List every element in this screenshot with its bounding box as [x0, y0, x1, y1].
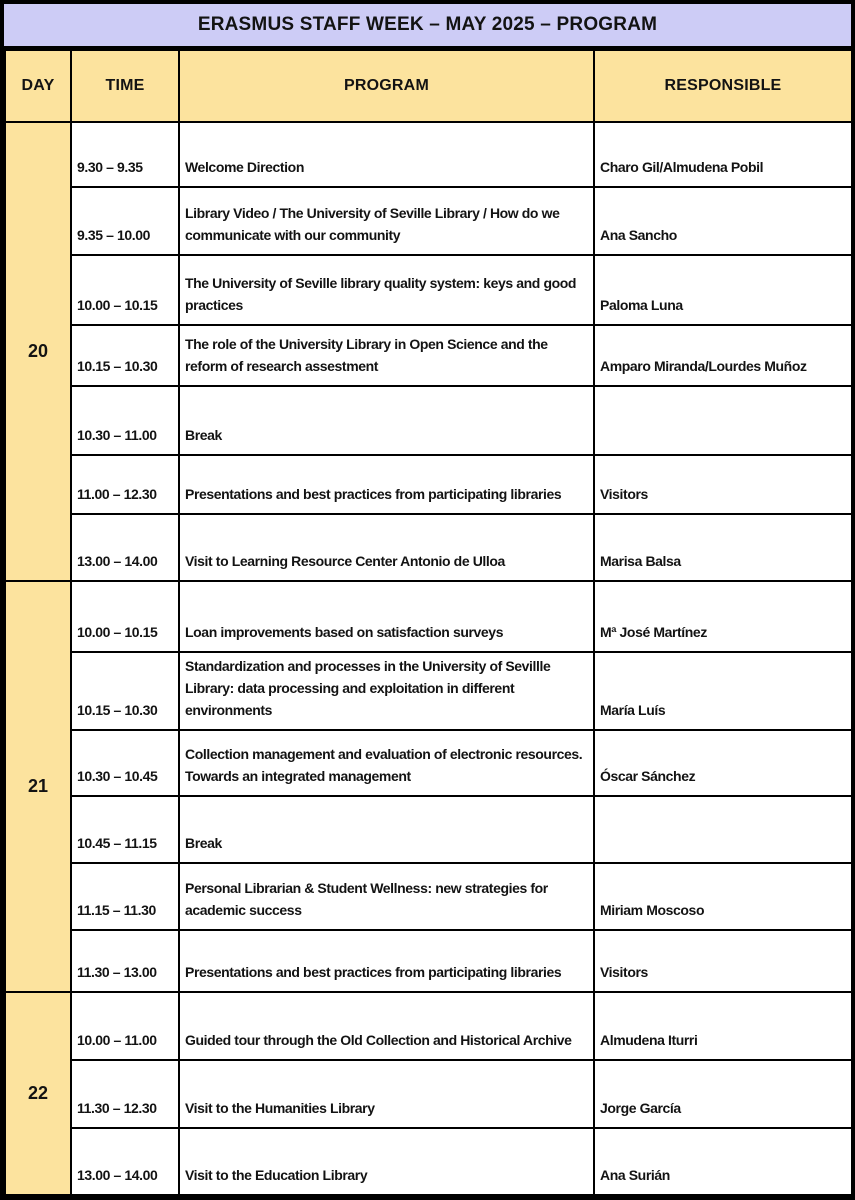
program-cell: Welcome Direction — [179, 122, 594, 187]
responsible-cell: Charo Gil/Almudena Pobil — [594, 122, 852, 187]
responsible-cell: Almudena Iturri — [594, 992, 852, 1060]
table-row — [5, 992, 852, 1060]
responsible-cell: Paloma Luna — [594, 255, 852, 325]
day-cell: 21 — [5, 581, 71, 992]
program-cell: The role of the University Library in Open Science and the reform of research assestment — [179, 325, 594, 386]
table-row — [5, 930, 852, 992]
table-row — [5, 796, 852, 863]
column-header-day: DAY — [5, 50, 71, 122]
column-header-time: TIME — [71, 50, 179, 122]
program-cell: Break — [179, 796, 594, 863]
responsible-cell — [594, 386, 852, 455]
time-cell: 10.30 – 10.45 — [71, 730, 179, 796]
time-cell: 11.00 – 12.30 — [71, 455, 179, 514]
program-cell: Standardization and processes in the University of Sevillle Library: data processing and exploitation in different environments — [179, 652, 594, 730]
time-cell: 11.15 – 11.30 — [71, 863, 179, 930]
table-row — [5, 863, 852, 930]
table-row — [5, 730, 852, 796]
table-row — [5, 386, 852, 455]
time-cell: 10.30 – 11.00 — [71, 386, 179, 455]
program-cell: Guided tour through the Old Collection and Historical Archive — [179, 992, 594, 1060]
time-cell: 11.30 – 13.00 — [71, 930, 179, 992]
table-row — [5, 514, 852, 581]
responsible-cell: Óscar Sánchez — [594, 730, 852, 796]
time-cell: 10.00 – 10.15 — [71, 255, 179, 325]
responsible-cell: Jorge García — [594, 1060, 852, 1128]
column-header-responsible: RESPONSIBLE — [594, 50, 852, 122]
program-cell: Visit to Learning Resource Center Antonio de Ulloa — [179, 514, 594, 581]
table-row — [5, 1128, 852, 1195]
table-row — [5, 122, 852, 187]
table-row — [5, 187, 852, 255]
responsible-cell: Ana Surián — [594, 1128, 852, 1195]
program-table — [4, 49, 853, 1196]
time-cell: 10.45 – 11.15 — [71, 796, 179, 863]
table-row — [5, 455, 852, 514]
program-cell: Visit to the Education Library — [179, 1128, 594, 1195]
responsible-cell: Visitors — [594, 930, 852, 992]
table-row — [5, 652, 852, 730]
responsible-cell — [594, 796, 852, 863]
responsible-cell: Miriam Moscoso — [594, 863, 852, 930]
program-cell: Library Video / The University of Seville Library / How do we communicate with our community — [179, 187, 594, 255]
time-cell: 13.00 – 14.00 — [71, 514, 179, 581]
responsible-cell: Mª José Martínez — [594, 581, 852, 652]
responsible-cell: Visitors — [594, 455, 852, 514]
program-cell: Loan improvements based on satisfaction surveys — [179, 581, 594, 652]
header-row — [5, 50, 852, 122]
program-cell: Presentations and best practices from participating libraries — [179, 930, 594, 992]
table-row — [5, 581, 852, 652]
table-row — [5, 325, 852, 386]
time-cell: 10.00 – 10.15 — [71, 581, 179, 652]
time-cell: 10.15 – 10.30 — [71, 652, 179, 730]
responsible-cell: Amparo Miranda/Lourdes Muñoz — [594, 325, 852, 386]
table-row — [5, 1060, 852, 1128]
program-cell: Personal Librarian & Student Wellness: new strategies for academic success — [179, 863, 594, 930]
time-cell: 10.15 – 10.30 — [71, 325, 179, 386]
title-bar — [4, 4, 851, 49]
program-cell: The University of Seville library quality system: keys and good practices — [179, 255, 594, 325]
day-cell: 22 — [5, 992, 71, 1195]
time-cell: 11.30 – 12.30 — [71, 1060, 179, 1128]
program-cell: Visit to the Humanities Library — [179, 1060, 594, 1128]
page-title: ERASMUS STAFF WEEK – MAY 2025 – PROGRAM — [197, 14, 658, 35]
program-cell: Break — [179, 386, 594, 455]
day-cell: 20 — [5, 122, 71, 581]
responsible-cell: María Luís — [594, 652, 852, 730]
table-row — [5, 255, 852, 325]
time-cell: 13.00 – 14.00 — [71, 1128, 179, 1195]
column-header-program: PROGRAM — [179, 50, 594, 122]
responsible-cell: Marisa Balsa — [594, 514, 852, 581]
time-cell: 9.35 – 10.00 — [71, 187, 179, 255]
time-cell: 9.30 – 9.35 — [71, 122, 179, 187]
program-cell: Collection management and evaluation of electronic resources. Towards an integrated management — [179, 730, 594, 796]
time-cell: 10.00 – 11.00 — [71, 992, 179, 1060]
program-cell: Presentations and best practices from participating libraries — [179, 455, 594, 514]
responsible-cell: Ana Sancho — [594, 187, 852, 255]
